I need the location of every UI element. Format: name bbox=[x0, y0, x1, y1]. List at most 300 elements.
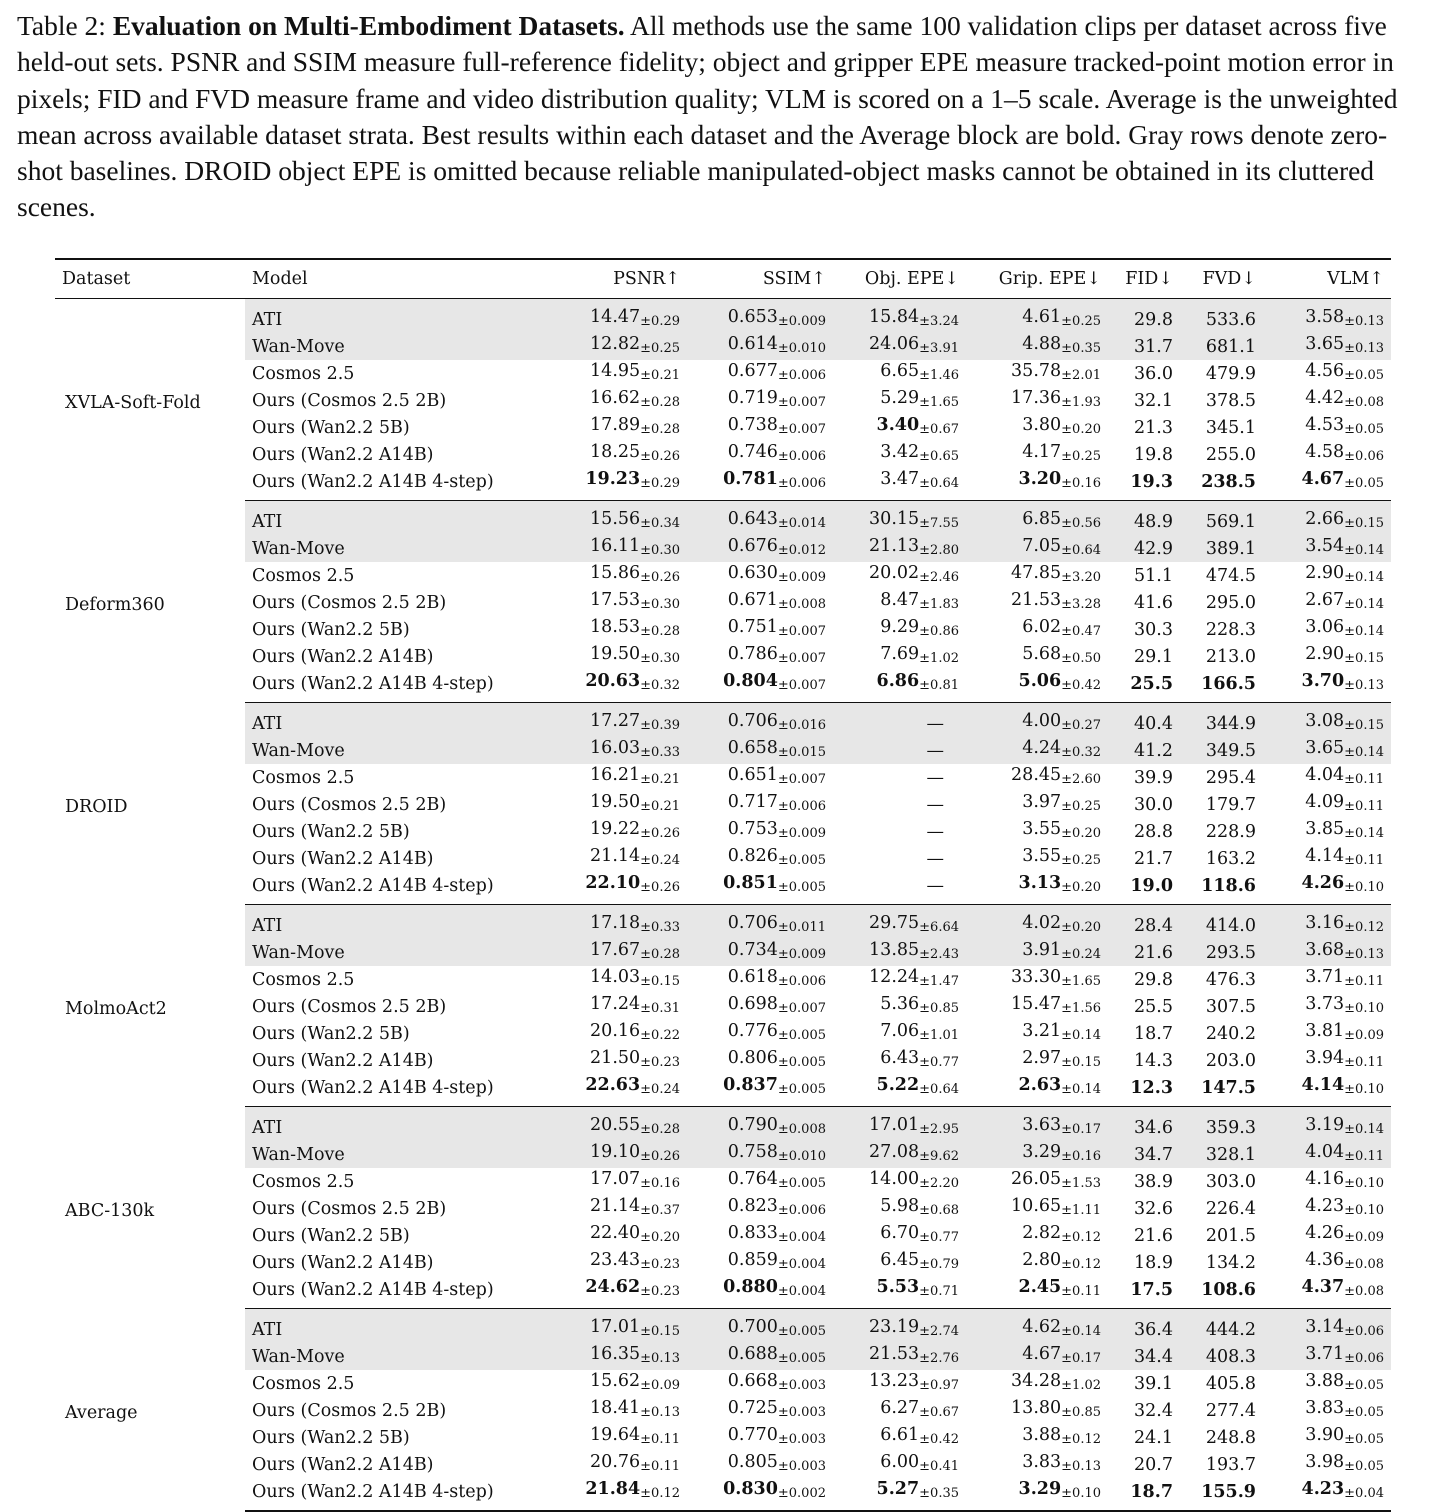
value: 4.24 bbox=[1022, 738, 1062, 758]
value: 26.05 bbox=[1011, 1169, 1062, 1189]
cell-fvd bbox=[1180, 643, 1263, 670]
model-name: Ours (Wan2.2 5B) bbox=[252, 821, 410, 842]
value: 569.1 bbox=[1205, 511, 1256, 532]
table-row bbox=[55, 1074, 1391, 1107]
std-dev: ±2.46 bbox=[919, 570, 959, 585]
cell-obj-epe bbox=[833, 818, 966, 845]
value: 4.36 bbox=[1305, 1250, 1345, 1270]
value: 13.23 bbox=[869, 1371, 920, 1391]
value: 3.19 bbox=[1305, 1115, 1345, 1135]
value: 405.8 bbox=[1205, 1373, 1256, 1394]
cell-obj-epe bbox=[833, 703, 966, 738]
best-value: 22.63 bbox=[585, 1075, 641, 1095]
std-dev: ±0.11 bbox=[1344, 853, 1384, 868]
value: 3.63 bbox=[1022, 1115, 1062, 1135]
cell-vlm bbox=[1263, 468, 1391, 501]
model-name: Ours (Cosmos 2.5 2B) bbox=[252, 1198, 447, 1219]
cell-vlm bbox=[1263, 1074, 1391, 1107]
cell-psnr bbox=[545, 1309, 687, 1344]
std-dev: ±2.60 bbox=[1061, 772, 1101, 787]
std-dev: ±0.006 bbox=[777, 799, 826, 814]
std-dev: ±0.42 bbox=[1061, 678, 1101, 693]
table-row bbox=[55, 1370, 1391, 1397]
cell-obj-epe bbox=[833, 966, 966, 993]
std-dev: ±0.25 bbox=[1061, 853, 1101, 868]
cell-ssim bbox=[687, 299, 833, 334]
std-dev: ±0.06 bbox=[1344, 1324, 1384, 1339]
value: 226.4 bbox=[1205, 1198, 1256, 1219]
value: 0.751 bbox=[727, 617, 778, 637]
value: 345.1 bbox=[1205, 417, 1256, 438]
value: 21.14 bbox=[590, 1196, 641, 1216]
std-dev: ±0.003 bbox=[777, 1405, 826, 1420]
header-dataset: Dataset bbox=[55, 259, 245, 299]
std-dev: ±0.15 bbox=[1344, 651, 1384, 666]
value: 228.9 bbox=[1205, 821, 1256, 842]
cell-grip-epe bbox=[966, 589, 1108, 616]
cell-grip-epe bbox=[966, 1047, 1108, 1074]
value: 4.56 bbox=[1305, 361, 1345, 381]
cell-vlm bbox=[1263, 1343, 1391, 1370]
value: 389.1 bbox=[1205, 538, 1256, 559]
cell-obj-epe bbox=[833, 616, 966, 643]
std-dev: ±0.13 bbox=[1344, 947, 1384, 962]
value: 15.86 bbox=[590, 563, 641, 583]
cell-psnr bbox=[545, 535, 687, 562]
dataset-group bbox=[55, 1107, 1391, 1309]
cell-psnr bbox=[545, 1074, 687, 1107]
std-dev: ±0.31 bbox=[640, 1001, 680, 1016]
cell-vlm bbox=[1263, 1397, 1391, 1424]
value: 17.36 bbox=[1011, 388, 1062, 408]
std-dev: ±2.01 bbox=[1061, 368, 1101, 383]
value: 293.5 bbox=[1205, 942, 1256, 963]
cell-grip-epe bbox=[966, 414, 1108, 441]
value: 3.80 bbox=[1022, 415, 1062, 435]
value: 3.55 bbox=[1022, 846, 1062, 866]
value: 19.50 bbox=[590, 644, 641, 664]
value: 8.47 bbox=[880, 590, 920, 610]
cell-fvd bbox=[1180, 1020, 1263, 1047]
cell-vlm bbox=[1263, 535, 1391, 562]
cell-psnr bbox=[545, 966, 687, 993]
std-dev: ±0.006 bbox=[777, 476, 826, 491]
model-name: Cosmos 2.5 bbox=[252, 969, 355, 990]
value: 6.27 bbox=[880, 1398, 920, 1418]
std-dev: ±0.28 bbox=[640, 1122, 680, 1137]
cell-psnr bbox=[545, 905, 687, 940]
cell-obj-epe bbox=[833, 441, 966, 468]
value: 2.80 bbox=[1022, 1250, 1062, 1270]
best-value: 5.06 bbox=[1018, 671, 1062, 691]
model-name: Ours (Wan2.2 A14B) bbox=[252, 1252, 434, 1273]
value: 14.3 bbox=[1134, 1050, 1173, 1071]
value: 40.4 bbox=[1134, 713, 1173, 734]
std-dev: ±0.33 bbox=[640, 920, 680, 935]
cell-ssim bbox=[687, 1168, 833, 1195]
cell-vlm bbox=[1263, 670, 1391, 703]
std-dev: ±2.74 bbox=[919, 1324, 959, 1339]
std-dev: ±0.32 bbox=[640, 678, 680, 693]
best-value: 0.804 bbox=[723, 671, 778, 691]
cell-vlm bbox=[1263, 299, 1391, 334]
cell-ssim bbox=[687, 1424, 833, 1451]
value: 479.9 bbox=[1205, 363, 1256, 384]
model-name: Cosmos 2.5 bbox=[252, 1171, 355, 1192]
best-value: 3.40 bbox=[876, 415, 920, 435]
cell-grip-epe bbox=[966, 993, 1108, 1020]
cell-fvd bbox=[1180, 1276, 1263, 1309]
value: 5.98 bbox=[880, 1196, 920, 1216]
table-row bbox=[55, 845, 1391, 872]
cell-obj-epe bbox=[833, 1249, 966, 1276]
table-row bbox=[55, 1047, 1391, 1074]
value: 23.43 bbox=[590, 1250, 641, 1270]
std-dev: ±0.006 bbox=[777, 974, 826, 989]
best-value: 25.5 bbox=[1130, 673, 1173, 694]
best-value: 166.5 bbox=[1201, 673, 1256, 694]
cell-psnr bbox=[545, 333, 687, 360]
cell-fvd bbox=[1180, 737, 1263, 764]
std-dev: ±0.11 bbox=[1344, 1149, 1384, 1164]
cell-vlm bbox=[1263, 845, 1391, 872]
value: 0.753 bbox=[727, 819, 778, 839]
value: 29.75 bbox=[869, 913, 920, 933]
cell-psnr bbox=[545, 501, 687, 536]
cell-vlm bbox=[1263, 764, 1391, 791]
value: 3.83 bbox=[1305, 1398, 1345, 1418]
value: 3.42 bbox=[880, 442, 920, 462]
cell-grip-epe bbox=[966, 387, 1108, 414]
std-dev: ±0.77 bbox=[919, 1230, 959, 1245]
std-dev: ±0.10 bbox=[1061, 1486, 1101, 1501]
header-fid: FID↓ bbox=[1108, 259, 1180, 299]
value: 0.738 bbox=[727, 415, 778, 435]
std-dev: ±0.08 bbox=[1344, 395, 1384, 410]
cell-fid bbox=[1108, 589, 1180, 616]
dataset-label: Deform360 bbox=[65, 595, 165, 615]
value: 14.95 bbox=[590, 361, 641, 381]
value: 4.53 bbox=[1305, 415, 1345, 435]
cell-fvd bbox=[1180, 1107, 1263, 1142]
cell-psnr bbox=[545, 360, 687, 387]
cell-vlm bbox=[1263, 643, 1391, 670]
model-name: Wan-Move bbox=[245, 535, 545, 562]
cell-vlm bbox=[1263, 441, 1391, 468]
std-dev: ±0.26 bbox=[640, 449, 680, 464]
table-row bbox=[55, 818, 1391, 845]
cell-fid bbox=[1108, 703, 1180, 738]
table-row bbox=[55, 360, 1391, 387]
model-name: Ours (Wan2.2 A14B 4-step) bbox=[245, 1276, 545, 1309]
std-dev: ±1.01 bbox=[919, 1028, 959, 1043]
std-dev: ±0.005 bbox=[777, 1028, 826, 1043]
std-dev: ±0.014 bbox=[777, 516, 826, 531]
cell-fid bbox=[1108, 966, 1180, 993]
std-dev: ±0.35 bbox=[919, 1486, 959, 1501]
std-dev: ±1.65 bbox=[1061, 974, 1101, 989]
dataset-group bbox=[55, 703, 1391, 905]
value: 20.76 bbox=[590, 1452, 641, 1472]
std-dev: ±0.003 bbox=[777, 1459, 826, 1474]
cell-vlm bbox=[1263, 939, 1391, 966]
value: 240.2 bbox=[1205, 1023, 1256, 1044]
best-value: 238.5 bbox=[1201, 471, 1256, 492]
cell-psnr bbox=[545, 1397, 687, 1424]
std-dev: ±0.13 bbox=[640, 1405, 680, 1420]
cell-ssim bbox=[687, 1478, 833, 1511]
best-value: 2.45 bbox=[1018, 1277, 1062, 1297]
cell-fid bbox=[1108, 872, 1180, 905]
value: 19.8 bbox=[1134, 444, 1173, 465]
cell-grip-epe bbox=[966, 845, 1108, 872]
value: 47.85 bbox=[1011, 563, 1062, 583]
cell-fid bbox=[1108, 939, 1180, 966]
cell-psnr bbox=[545, 939, 687, 966]
value: 22.40 bbox=[590, 1223, 641, 1243]
cell-fid bbox=[1108, 1141, 1180, 1168]
value: 3.58 bbox=[1305, 307, 1345, 327]
value: 33.30 bbox=[1011, 967, 1062, 987]
std-dev: ±1.46 bbox=[919, 368, 959, 383]
cell-psnr bbox=[545, 872, 687, 905]
best-value: 147.5 bbox=[1201, 1077, 1256, 1098]
cell-vlm bbox=[1263, 1478, 1391, 1511]
cell-psnr bbox=[545, 1141, 687, 1168]
best-value: 0.851 bbox=[723, 873, 778, 893]
value: 34.28 bbox=[1011, 1371, 1062, 1391]
cell-grip-epe bbox=[966, 1309, 1108, 1344]
cell-fvd bbox=[1180, 791, 1263, 818]
std-dev: ±0.28 bbox=[640, 947, 680, 962]
model-name: ATI bbox=[245, 1309, 545, 1344]
value: 16.62 bbox=[590, 388, 641, 408]
std-dev: ±0.13 bbox=[1344, 314, 1384, 329]
std-dev: ±0.005 bbox=[777, 1055, 826, 1070]
model-name: ATI bbox=[245, 501, 545, 536]
value: 0.806 bbox=[727, 1048, 778, 1068]
value: 34.7 bbox=[1134, 1144, 1173, 1165]
std-dev: ±0.09 bbox=[640, 1378, 680, 1393]
cell-obj-epe bbox=[833, 387, 966, 414]
results-table-container bbox=[55, 258, 1391, 1512]
value: 0.833 bbox=[727, 1223, 778, 1243]
value: 4.16 bbox=[1305, 1169, 1345, 1189]
std-dev: ±0.25 bbox=[1061, 314, 1101, 329]
cell-obj-epe bbox=[833, 872, 966, 905]
cell-psnr bbox=[545, 703, 687, 738]
std-dev: ±0.15 bbox=[1344, 516, 1384, 531]
std-dev: ±0.26 bbox=[640, 880, 680, 895]
value: 0.786 bbox=[727, 644, 778, 664]
cell-fid bbox=[1108, 1020, 1180, 1047]
value: 18.53 bbox=[590, 617, 641, 637]
cell-fid bbox=[1108, 333, 1180, 360]
dataset-label: DROID bbox=[65, 797, 128, 817]
std-dev: ±0.11 bbox=[1061, 1284, 1101, 1299]
std-dev: ±0.68 bbox=[919, 1203, 959, 1218]
std-dev: ±0.007 bbox=[777, 678, 826, 693]
value: 0.668 bbox=[727, 1371, 778, 1391]
value: 3.88 bbox=[1022, 1425, 1062, 1445]
std-dev: ±0.29 bbox=[640, 476, 680, 491]
cell-grip-epe bbox=[966, 501, 1108, 536]
std-dev: ±1.53 bbox=[1061, 1176, 1101, 1191]
std-dev: ±0.67 bbox=[919, 1405, 959, 1420]
std-dev: ±0.004 bbox=[777, 1257, 826, 1272]
cell-fid bbox=[1108, 501, 1180, 536]
value: 0.826 bbox=[727, 846, 778, 866]
cell-fid bbox=[1108, 1168, 1180, 1195]
std-dev: ±0.64 bbox=[1061, 543, 1101, 558]
std-dev: ±0.05 bbox=[1344, 1459, 1384, 1474]
cell-vlm bbox=[1263, 1276, 1391, 1309]
std-dev: ±0.008 bbox=[777, 597, 826, 612]
cell-grip-epe bbox=[966, 333, 1108, 360]
value: — bbox=[926, 821, 944, 842]
cell-psnr bbox=[545, 616, 687, 643]
std-dev: ±0.08 bbox=[1344, 1257, 1384, 1272]
value: 19.22 bbox=[590, 819, 641, 839]
table-row bbox=[55, 1168, 1391, 1195]
table-caption bbox=[17, 8, 1432, 226]
std-dev: ±0.016 bbox=[777, 718, 826, 733]
cell-vlm bbox=[1263, 1047, 1391, 1074]
value: 3.14 bbox=[1305, 1317, 1345, 1337]
cell-ssim bbox=[687, 1107, 833, 1142]
value: 248.8 bbox=[1205, 1427, 1256, 1448]
value: 2.90 bbox=[1305, 644, 1345, 664]
value: 6.02 bbox=[1022, 617, 1062, 637]
model-name: Ours (Wan2.2 A14B 4-step) bbox=[245, 1478, 545, 1511]
cell-fvd bbox=[1180, 468, 1263, 501]
value: 9.29 bbox=[880, 617, 920, 637]
cell-fvd bbox=[1180, 501, 1263, 536]
value: 14.47 bbox=[590, 307, 641, 327]
value: 0.823 bbox=[727, 1196, 778, 1216]
cell-vlm bbox=[1263, 703, 1391, 738]
cell-grip-epe bbox=[966, 1249, 1108, 1276]
value: 3.71 bbox=[1305, 967, 1345, 987]
dataset-group bbox=[55, 299, 1391, 501]
value: 3.16 bbox=[1305, 913, 1345, 933]
std-dev: ±0.25 bbox=[1061, 799, 1101, 814]
model-name: Ours (Wan2.2 A14B 4-step) bbox=[245, 1074, 545, 1107]
best-value: 3.70 bbox=[1301, 671, 1345, 691]
cell-grip-epe bbox=[966, 1222, 1108, 1249]
std-dev: ±0.006 bbox=[777, 368, 826, 383]
value: 29.1 bbox=[1134, 646, 1173, 667]
cell-ssim bbox=[687, 562, 833, 589]
std-dev: ±1.83 bbox=[919, 597, 959, 612]
std-dev: ±0.015 bbox=[777, 745, 826, 760]
value: 0.746 bbox=[727, 442, 778, 462]
cell-fvd bbox=[1180, 872, 1263, 905]
cell-grip-epe bbox=[966, 535, 1108, 562]
std-dev: ±0.008 bbox=[777, 1122, 826, 1137]
cell-ssim bbox=[687, 501, 833, 536]
cell-grip-epe bbox=[966, 1074, 1108, 1107]
value: 14.03 bbox=[590, 967, 641, 987]
table-row bbox=[55, 414, 1391, 441]
std-dev: ±0.67 bbox=[919, 422, 959, 437]
std-dev: ±0.009 bbox=[777, 570, 826, 585]
best-value: 2.63 bbox=[1018, 1075, 1062, 1095]
model-name: Ours (Wan2.2 A14B) bbox=[252, 444, 434, 465]
cell-obj-epe bbox=[833, 1343, 966, 1370]
std-dev: ±0.006 bbox=[777, 1203, 826, 1218]
value: 19.64 bbox=[590, 1425, 641, 1445]
cell-fvd bbox=[1180, 1397, 1263, 1424]
cell-fid bbox=[1108, 818, 1180, 845]
std-dev: ±0.14 bbox=[1061, 1324, 1101, 1339]
cell-psnr bbox=[545, 1047, 687, 1074]
value: 0.770 bbox=[727, 1425, 778, 1445]
model-name: Wan-Move bbox=[245, 939, 545, 966]
cell-vlm bbox=[1263, 616, 1391, 643]
std-dev: ±0.81 bbox=[919, 678, 959, 693]
value: 38.9 bbox=[1134, 1171, 1173, 1192]
value: 533.6 bbox=[1205, 309, 1256, 330]
std-dev: ±0.05 bbox=[1344, 1378, 1384, 1393]
cell-psnr bbox=[545, 1343, 687, 1370]
table-row bbox=[55, 1249, 1391, 1276]
cell-obj-epe bbox=[833, 1141, 966, 1168]
model-name: Ours (Cosmos 2.5 2B) bbox=[252, 996, 447, 1017]
value: — bbox=[926, 848, 944, 869]
std-dev: ±0.006 bbox=[777, 449, 826, 464]
cell-ssim bbox=[687, 1074, 833, 1107]
cell-psnr bbox=[545, 1370, 687, 1397]
std-dev: ±0.13 bbox=[1344, 341, 1384, 356]
std-dev: ±0.20 bbox=[1061, 422, 1101, 437]
table-row bbox=[55, 1276, 1391, 1309]
cell-grip-epe bbox=[966, 441, 1108, 468]
std-dev: ±1.56 bbox=[1061, 1001, 1101, 1016]
cell-fid bbox=[1108, 468, 1180, 501]
cell-grip-epe bbox=[966, 1020, 1108, 1047]
cell-fid bbox=[1108, 1370, 1180, 1397]
std-dev: ±0.17 bbox=[1061, 1122, 1101, 1137]
value: 39.9 bbox=[1134, 767, 1173, 788]
value: — bbox=[926, 740, 944, 761]
value: 4.02 bbox=[1022, 913, 1062, 933]
table-row bbox=[55, 1195, 1391, 1222]
cell-ssim bbox=[687, 1195, 833, 1222]
value: 303.0 bbox=[1205, 1171, 1256, 1192]
value: 17.01 bbox=[869, 1115, 920, 1135]
std-dev: ±0.24 bbox=[640, 1082, 680, 1097]
cell-ssim bbox=[687, 703, 833, 738]
value: 32.6 bbox=[1134, 1198, 1173, 1219]
std-dev: ±0.16 bbox=[640, 1176, 680, 1191]
value: 0.758 bbox=[727, 1142, 778, 1162]
std-dev: ±0.11 bbox=[1344, 974, 1384, 989]
cell-vlm bbox=[1263, 333, 1391, 360]
model-name: Ours (Wan2.2 A14B 4-step) bbox=[245, 468, 545, 501]
cell-obj-epe bbox=[833, 333, 966, 360]
table-row bbox=[55, 1020, 1391, 1047]
best-value: 22.10 bbox=[585, 873, 641, 893]
value: 444.2 bbox=[1205, 1319, 1256, 1340]
value: 13.85 bbox=[869, 940, 920, 960]
value: 0.671 bbox=[727, 590, 778, 610]
value: 6.45 bbox=[880, 1250, 920, 1270]
cell-fid bbox=[1108, 643, 1180, 670]
cell-obj-epe bbox=[833, 905, 966, 940]
cell-ssim bbox=[687, 1020, 833, 1047]
cell-grip-epe bbox=[966, 818, 1108, 845]
